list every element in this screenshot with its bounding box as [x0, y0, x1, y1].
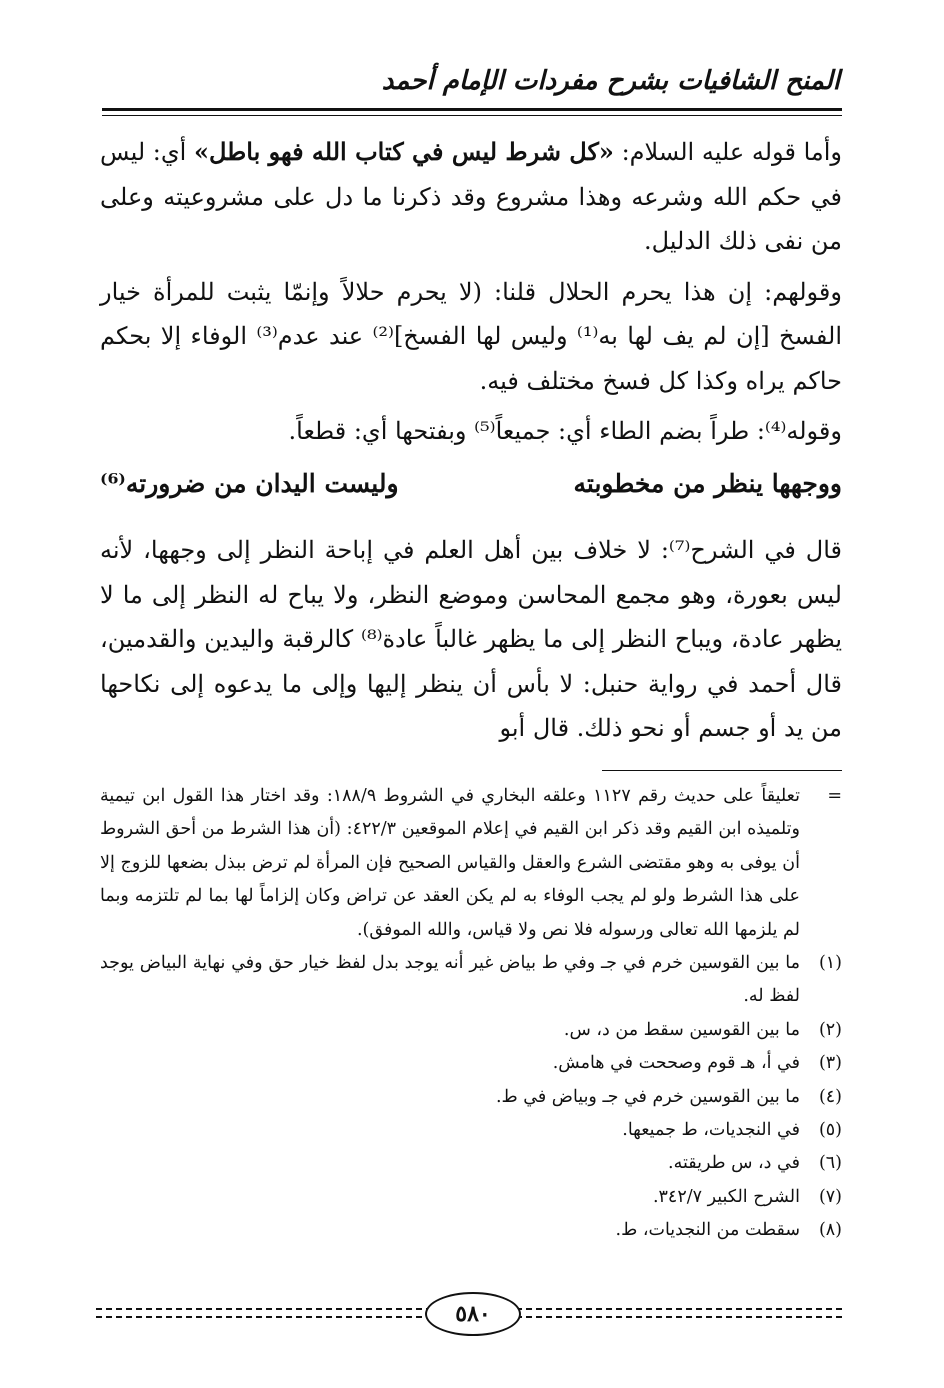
paragraph-1-rest: أي: ليس في حكم الله وشرعه وهذا مشروع وقد ذكرنا ما دل على مشروعيته وعلى من نفى ذلك الدليل.	[100, 138, 842, 255]
main-text	[100, 130, 842, 751]
footnote-number: (٤)	[818, 1086, 842, 1107]
footnote-item	[100, 1147, 842, 1180]
footnote-separator	[602, 770, 842, 771]
paragraph-1-intro: وأما قوله عليه السلام:	[613, 138, 842, 166]
footnote-text: في د، س طريقته.	[668, 1153, 800, 1174]
footnotes	[100, 780, 842, 1248]
footnote-number: (٥)	[818, 1120, 842, 1141]
footnote-number: (٣)	[818, 1053, 842, 1074]
hadith-quote: «كل شرط ليس في كتاب الله فهو باطل»	[193, 137, 614, 166]
verse-first-hemistich: ووجهها ينظر من مخطوبته	[573, 468, 842, 498]
footnote-number: (١)	[818, 953, 842, 974]
footnote-text: ما بين القوسين سقط من د، س.	[563, 1019, 800, 1040]
continuation-mark: =	[827, 786, 842, 806]
footnote-text: في أ، هـ قوم وصححت في هامش.	[552, 1053, 800, 1074]
footnote-item	[100, 1081, 842, 1114]
footnote-text: في النجديات، ط جميعها.	[622, 1120, 800, 1141]
paragraph-4: قال في الشرح⁽⁷⁾: لا خلاف بين أهل العلم في إباحة النظر إلى وجهها، لأنه ليس بعورة، وهو مجمع المحاسن وموضع النظر، ولا يباح له النظر إلى ما لا يظهر عادة، ويباح النظر إلى ما يظهر غالباً عادة⁽⁸⁾ كالرقبة واليدين والقدمين، قال أحمد في رواية حنبل: لا بأس أن ينظر إليها وإلى ما يدعوه إلى نكاحها من يد أو جسم أو نحو ذلك. قال أبو	[100, 536, 843, 742]
footnote-item	[100, 1014, 842, 1047]
page-number: ٥٨٠	[425, 1292, 521, 1336]
paragraph-2: وقولهم: إن هذا يحرم الحلال قلنا: (لا يحرم حلالاً وإنمّا يثبت للمرأة خيار الفسخ [إن لم يف لها به⁽¹⁾ وليس لها الفسخ]⁽²⁾ عند عدم⁽³⁾ الوفاء إلا بحكم حاكم يراه وكذا كل فسخ مختلف فيه.	[100, 277, 843, 395]
header-rule-thick	[102, 108, 842, 111]
footnote-item	[100, 947, 842, 1014]
footnote-text: ما بين القوسين خرم في جـ وفي ط بياض غير أنه يوجد بدل لفظ خيار حق وفي نهاية البياض يوجد لفظ له.	[100, 953, 800, 1007]
footnote-text: سقطت من النجديات، ط.	[615, 1220, 800, 1241]
footnote-number: (٦)	[818, 1153, 842, 1174]
footnote-item	[100, 1214, 842, 1247]
footnote-number: (٢)	[818, 1019, 842, 1040]
continuation-text: تعليقاً على حديث رقم ١١٢٧ وعلقه البخاري في الشروط ١٨٨/٩: وقد اختار هذا القول ابن تيمية وتلميذه ابن القيم وقد ذكر ابن القيم في إعلام الموقعين ٤٢٢/٣: (أن هذا الشرط من أحق الشروط أن يوفى به وهو مقتضى الشرع والعقل والقياس الصحيح فإن المرأة لم ترض ببذل بضعها للزوج إلا على هذا الشرط ولو لم يجب الوفاء به لم يكن العقد عن تراض وكان إلزاماً لها بما لم تلتزمه وبما لم يلزمها الله تعالى ورسوله فلا نص ولا قياس، والله الموفق).	[100, 786, 800, 940]
header-rule-thin	[102, 115, 842, 116]
footnote-text: ما بين القوسين خرم في جـ وبياض في ط.	[495, 1086, 800, 1107]
footnote-number: (٨)	[818, 1220, 842, 1241]
poem-verse	[100, 462, 842, 507]
footnote-continuation	[100, 780, 842, 947]
paragraph-3: وقوله⁽⁴⁾: طراً بضم الطاء أي: جميعاً⁽⁵⁾ وبفتحها أي: قطعاً.	[288, 417, 842, 445]
footnote-number: (٧)	[818, 1186, 842, 1207]
verse-second-hemistich: وليست اليدان من ضرورته⁽⁶⁾	[100, 468, 399, 498]
paragraph-1	[100, 130, 842, 264]
running-header-title: المنح الشافيات بشرح مفردات الإمام أحمد	[381, 66, 840, 96]
footnote-item	[100, 1181, 842, 1214]
footnote-item	[100, 1047, 842, 1080]
footnote-text: الشرح الكبير ٣٤٢/٧.	[652, 1186, 800, 1207]
footnote-item	[100, 1114, 842, 1147]
